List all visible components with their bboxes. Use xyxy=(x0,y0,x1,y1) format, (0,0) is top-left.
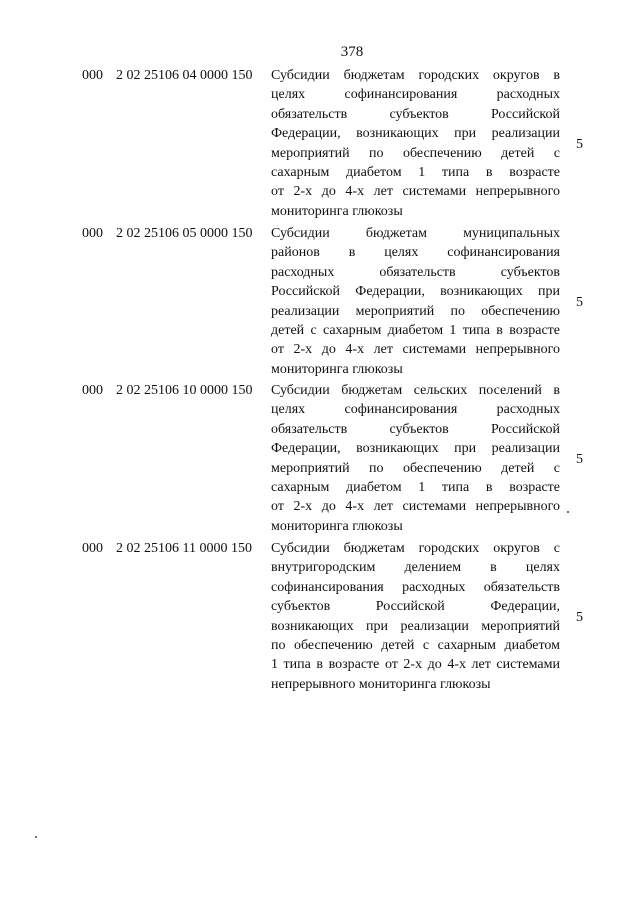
revenue-name-line: районов в целях софинансирования xyxy=(271,245,560,261)
revenue-name-line: детей с сахарным диабетом 1 типа в возрасте xyxy=(271,323,560,339)
scan-speck xyxy=(35,836,37,838)
revenue-name xyxy=(271,539,560,694)
amount-value: 5 xyxy=(576,452,583,467)
revenue-name-line: внутригородским делением в целях xyxy=(271,560,560,576)
revenue-name-line: мониторинга глюкозы xyxy=(271,361,403,377)
revenue-name-line: реализации мероприятий по обеспечению xyxy=(271,303,560,319)
admin-code: 000 xyxy=(82,226,103,241)
scan-speck xyxy=(567,511,569,513)
revenue-name-line: сахарным диабетом 1 типа в возрасте xyxy=(271,165,560,181)
revenue-name-line: непрерывного мониторинга глюкозы xyxy=(271,676,491,692)
revenue-name-line: Федерации, возникающих при реализации xyxy=(271,441,560,457)
revenue-name-line: от 2-х до 4-х лет системами непрерывного xyxy=(271,499,560,515)
revenue-name-line: Субсидии бюджетам сельских поселений в xyxy=(271,383,560,398)
revenue-name-line: софинансирования расходных обязательств xyxy=(271,579,560,595)
page-number: 378 xyxy=(340,44,364,60)
revenue-name-line: Субсидии бюджетам муниципальных xyxy=(271,226,560,241)
revenue-name-line: целях софинансирования расходных xyxy=(271,402,560,418)
budget-classification-code: 2 02 25106 11 0000 150 xyxy=(116,541,252,556)
revenue-name-line: обязательств субъектов Российской xyxy=(271,421,560,437)
budget-classification-code: 2 02 25106 05 0000 150 xyxy=(116,226,253,241)
admin-code: 000 xyxy=(82,541,103,556)
revenue-name-line: по обеспечению детей с сахарным диабетом xyxy=(271,638,560,654)
revenue-name-line: расходных обязательств субъектов xyxy=(271,264,560,280)
amount-value: 5 xyxy=(576,137,583,152)
revenue-name-line: мониторинга глюкозы xyxy=(271,203,403,219)
revenue-name-line: Федерации, возникающих при реализации xyxy=(271,126,560,142)
admin-code: 000 xyxy=(82,383,103,398)
revenue-name xyxy=(271,66,560,221)
budget-classification-code: 2 02 25106 04 0000 150 xyxy=(116,68,253,83)
amount-value: 5 xyxy=(576,610,583,625)
amount-value: 5 xyxy=(576,295,583,310)
admin-code: 000 xyxy=(82,68,103,83)
revenue-name-line: субъектов Российской Федерации, xyxy=(271,599,560,615)
revenue-name-line: Субсидии бюджетам городских округов в xyxy=(271,68,560,83)
revenue-name-line: обязательств субъектов Российской xyxy=(271,106,560,122)
revenue-name-line: целях софинансирования расходных xyxy=(271,87,560,103)
revenue-name-line: мероприятий по обеспечению детей с xyxy=(271,145,560,161)
revenue-name-line: 1 типа в возрасте от 2-х до 4-х лет системами xyxy=(271,657,560,673)
revenue-name-line: мониторинга глюкозы xyxy=(271,518,403,534)
revenue-name xyxy=(271,224,560,379)
revenue-name-line: Российской Федерации, возникающих при xyxy=(271,284,560,300)
revenue-name-line: от 2-х до 4-х лет системами непрерывного xyxy=(271,342,560,358)
revenue-name-line: от 2-х до 4-х лет системами непрерывного xyxy=(271,184,560,200)
budget-classification-code: 2 02 25106 10 0000 150 xyxy=(116,383,253,398)
revenue-name-line: мероприятий по обеспечению детей с xyxy=(271,460,560,476)
revenue-name-line: сахарным диабетом 1 типа в возрасте xyxy=(271,480,560,496)
revenue-name-line: возникающих при реализации мероприятий xyxy=(271,618,560,634)
revenue-name-line: Субсидии бюджетам городских округов с xyxy=(271,541,560,556)
revenue-name xyxy=(271,381,560,536)
